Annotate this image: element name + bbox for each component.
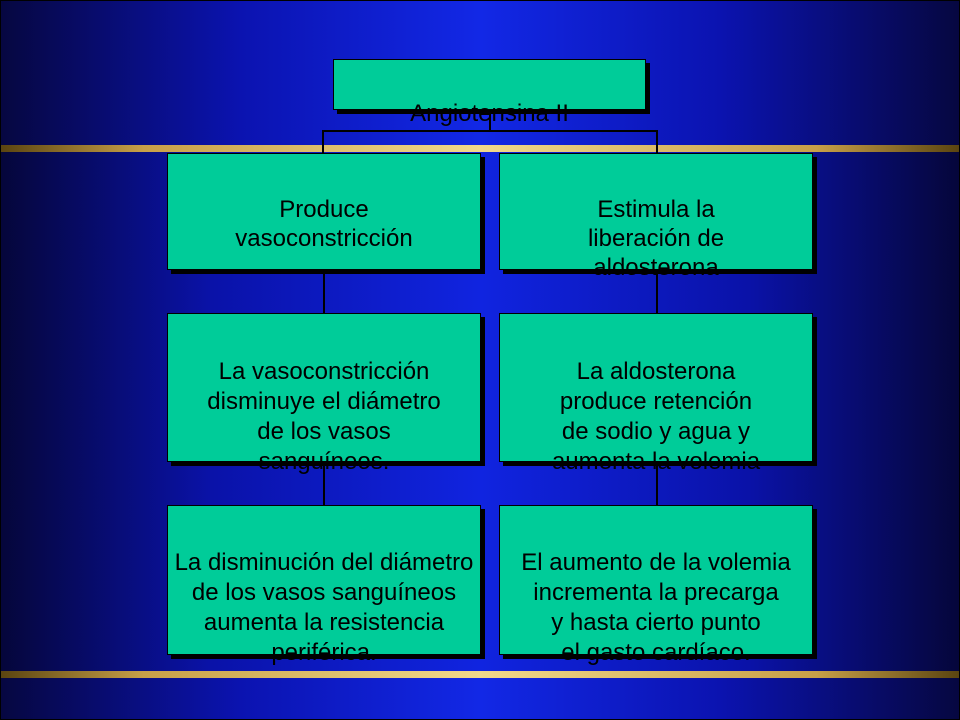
bottom-band	[0, 678, 960, 720]
connector-left-1-2	[323, 270, 325, 314]
right-box-1-text: Estimula la liberación de aldosterona	[587, 196, 725, 281]
right-box-3	[499, 505, 813, 666]
left-box-1-text: Produce vasoconstricción	[235, 196, 413, 252]
connector-horizontal	[322, 130, 658, 132]
connector-left-branch	[322, 130, 324, 154]
left-box-2	[167, 313, 481, 475]
gold-divider-top	[0, 145, 960, 152]
left-box-2-text: La vasoconstricción disminuye el diámetro de los vasos sanguíneos.	[207, 358, 441, 475]
root-box-angiotensina	[333, 59, 646, 127]
right-box-2-text: La aldosterona produce retención de sodio y agua y aumenta la volemia	[551, 358, 761, 475]
root-box-text: Angiotensina II	[410, 100, 569, 127]
right-box-2	[499, 313, 813, 475]
connector-right-branch	[656, 130, 658, 154]
right-box-3-text: El aumento de la volemia incrementa la precarga y hasta cierto punto el gasto cardíaco.	[521, 549, 791, 666]
left-box-3	[167, 505, 481, 666]
gold-divider-bottom	[0, 671, 960, 678]
left-box-1	[167, 153, 481, 270]
left-box-3-text: La disminución del diámetro de los vasos sanguíneos aumenta la resistencia periférica.	[174, 549, 474, 666]
right-box-1	[499, 153, 813, 281]
